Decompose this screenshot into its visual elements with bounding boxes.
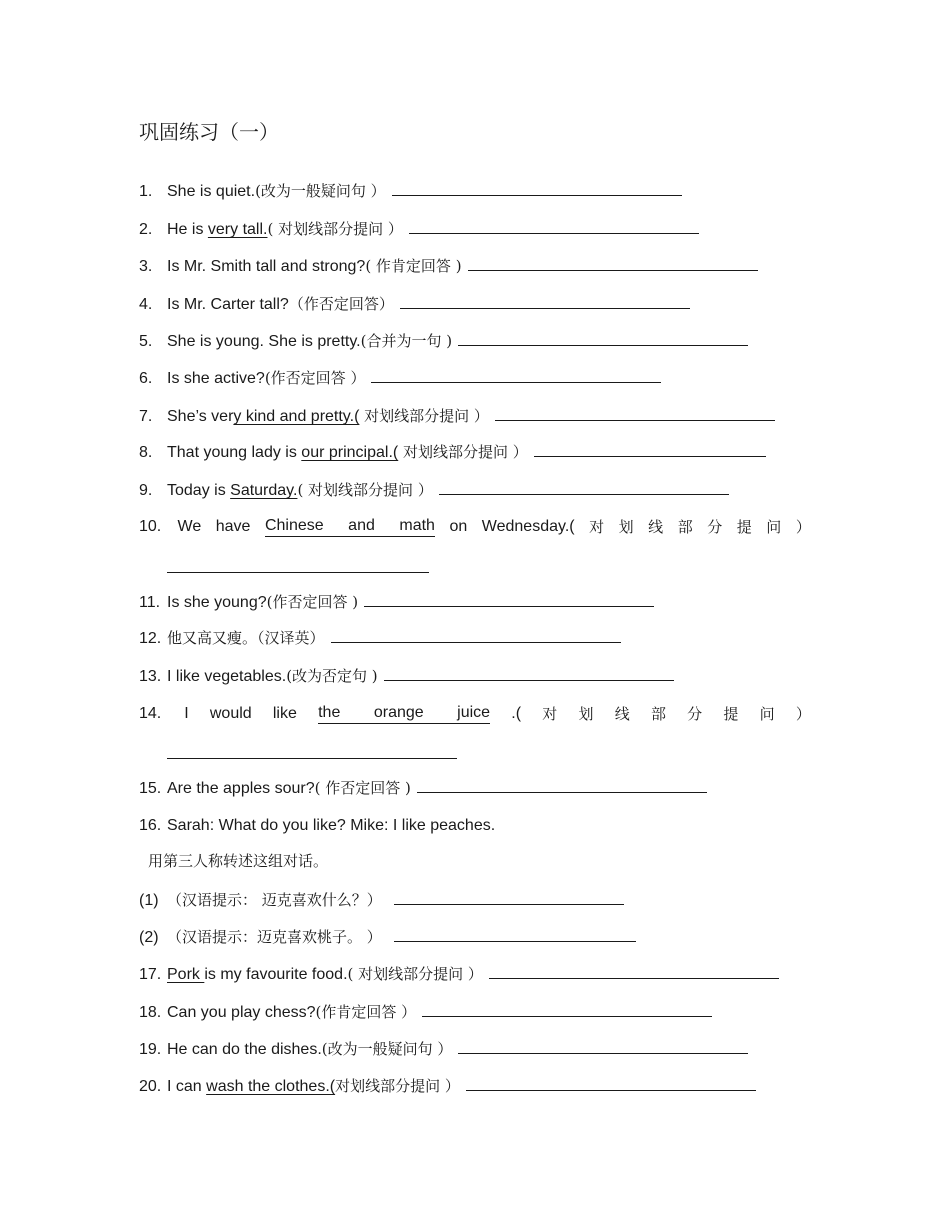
exercise-item — [139, 1076, 756, 1097]
exercise-item — [139, 704, 811, 724]
underlined-text: our principal.( — [301, 444, 399, 461]
item-instruction: ） — [795, 518, 811, 536]
item-text: She’s ver — [167, 408, 234, 425]
item-number: 20. — [139, 1078, 162, 1095]
exercise-item — [139, 517, 811, 537]
item-instruction: 对 — [589, 518, 605, 536]
item-instruction: 分 — [707, 518, 723, 536]
item-instruction: 划 — [578, 705, 594, 723]
exercise-item — [139, 368, 661, 389]
item-instruction: 线 — [648, 518, 664, 536]
exercise-item — [139, 331, 748, 352]
item-number: 8. — [139, 444, 153, 461]
item-instruction: 用第三人称转述这组对话。 — [148, 852, 329, 870]
underlined-text: wash the clothes.( — [206, 1078, 336, 1095]
item-number: 14. — [139, 705, 162, 722]
item-instruction: (改为否定句 ) — [286, 667, 378, 685]
item-instruction: 问 — [766, 518, 782, 536]
item-instruction: （汉语提示：迈克喜欢桃子。 ） — [167, 928, 382, 946]
item-text: Is she young? — [167, 594, 267, 611]
sub-question-label: (1) — [139, 892, 159, 909]
exercise-item — [139, 666, 674, 687]
item-text: .( — [511, 705, 522, 722]
item-number: 13. — [139, 668, 162, 685]
answer-blank[interactable] — [364, 592, 654, 607]
item-number: 12. — [139, 630, 162, 647]
answer-blank[interactable] — [468, 256, 758, 271]
answer-blank[interactable] — [466, 1076, 756, 1091]
underlined-text: y kind and pretty.( — [233, 408, 360, 425]
item-instruction: (改为一般疑问句 ） — [321, 1040, 453, 1058]
item-text: like — [272, 705, 297, 722]
item-instruction: (改为一般疑问句 ） — [255, 182, 386, 200]
answer-blank[interactable] — [422, 1002, 712, 1017]
item-number: 15. — [139, 780, 162, 797]
item-text: have — [215, 518, 251, 535]
answer-blank[interactable] — [458, 1039, 748, 1054]
item-text: Today is — [167, 482, 231, 499]
item-text: Are the apples sour? — [167, 780, 315, 797]
answer-blank[interactable] — [167, 558, 429, 573]
item-instruction: 对划线部分提问 ） — [359, 407, 489, 425]
answer-blank[interactable] — [331, 628, 621, 643]
item-text: He is — [167, 221, 208, 238]
underlined-text — [318, 704, 490, 724]
item-text: We — [177, 518, 202, 535]
item-instruction: (作否定回答 ） — [264, 369, 366, 387]
exercise-item — [139, 219, 699, 240]
exercise-item — [139, 181, 682, 202]
underlined-text: Pork — [167, 966, 205, 983]
item-text: She is quiet. — [167, 183, 256, 200]
item-text: Can you play chess? — [167, 1004, 316, 1021]
exercise-item — [139, 406, 775, 427]
item-instruction: ( 对划线部分提问 ） — [267, 220, 403, 238]
underlined-text — [265, 517, 435, 537]
item-instruction: (作否定回答 ) — [266, 593, 359, 611]
item-text: Is Mr. Smith tall and strong? — [167, 258, 366, 275]
sub-question-label: (2) — [139, 929, 159, 946]
answer-blank[interactable] — [371, 368, 661, 383]
item-instruction: 提 — [736, 518, 752, 536]
item-instruction: 对 — [542, 705, 558, 723]
answer-blank[interactable] — [417, 778, 707, 793]
answer-blank[interactable] — [495, 406, 775, 421]
answer-blank[interactable] — [394, 890, 624, 905]
item-number: 2. — [139, 221, 153, 238]
exercise-item — [139, 442, 766, 463]
exercise-item — [139, 816, 495, 836]
answer-blank[interactable] — [384, 666, 674, 681]
underlined-word: the — [318, 704, 341, 721]
underlined-text: very tall. — [207, 221, 268, 238]
item-text: That young lady is — [167, 444, 302, 461]
answer-blank[interactable] — [534, 442, 766, 457]
item-instruction: (作肯定回答 ） — [315, 1003, 417, 1021]
item-text: She is young. She is pretty. — [167, 333, 361, 350]
exercise-item — [139, 294, 690, 315]
answer-blank[interactable] — [489, 964, 779, 979]
answer-blank[interactable] — [458, 331, 748, 346]
item-instruction: （作否定回答） — [288, 295, 394, 313]
item-number: 9. — [139, 482, 153, 499]
exercise-item — [139, 1002, 712, 1023]
exercise-item — [139, 1039, 748, 1060]
item-number: 18. — [139, 1004, 162, 1021]
answer-blank[interactable] — [167, 744, 457, 759]
item-instruction: 他又高又瘦。（汉译英） — [167, 629, 325, 647]
item-number: 17. — [139, 966, 162, 983]
exercise-item — [139, 628, 621, 649]
item-text: I — [184, 705, 189, 722]
item-number: 11. — [139, 594, 161, 611]
item-instruction: 分 — [687, 705, 703, 723]
item-number: 4. — [139, 296, 153, 313]
item-text: Wednesday.( — [481, 518, 575, 535]
underlined-word: juice — [457, 704, 491, 721]
item-text: Is Mr. Carter tall? — [167, 296, 289, 313]
item-text: I can — [167, 1078, 207, 1095]
item-number: 3. — [139, 258, 153, 275]
underlined-word: Chinese — [264, 517, 324, 534]
page-title: 巩固练习（一） — [139, 120, 279, 144]
sub-question — [139, 927, 636, 948]
answer-blank[interactable] — [439, 480, 729, 495]
item-text: on — [449, 518, 468, 535]
underlined-text: Saturday. — [230, 482, 298, 499]
item-text: I like vegetables. — [167, 668, 287, 685]
underlined-word: orange — [373, 704, 424, 721]
item-text: He can do the dishes. — [167, 1041, 322, 1058]
exercise-item — [139, 964, 779, 985]
item-instruction: 对划线部分提问 ） — [398, 443, 528, 461]
item-instruction: ( 对划线部分提问 ） — [297, 481, 433, 499]
exercise-item — [139, 256, 758, 277]
item-number: 5. — [139, 333, 153, 350]
item-number: 19. — [139, 1041, 162, 1058]
item-instruction: 线 — [614, 705, 630, 723]
exercise-item — [139, 480, 729, 501]
item-number: 10. — [139, 518, 162, 535]
item-text: would — [209, 705, 252, 722]
item-instruction: ( 作肯定回答 ) — [365, 257, 462, 275]
item-instruction: （汉语提示： 迈克喜欢什么？） — [167, 891, 382, 909]
item-number: 1. — [139, 183, 153, 200]
item-instruction: ） — [795, 705, 811, 723]
item-instruction: 部 — [677, 518, 693, 536]
exercise-item — [139, 778, 707, 799]
underlined-word: and — [348, 517, 375, 534]
answer-blank[interactable] — [400, 294, 690, 309]
item-instruction: ( 对划线部分提问 ） — [347, 965, 483, 983]
item-number: 6. — [139, 370, 153, 387]
item-instruction: (合并为一句 ) — [360, 332, 453, 350]
answer-blank[interactable] — [392, 181, 682, 196]
item-instruction: ( 作否定回答 ) — [314, 779, 411, 797]
item-number: 16. — [139, 817, 162, 834]
sub-question — [139, 890, 624, 911]
item-instruction: 部 — [650, 705, 666, 723]
item-instruction: 问 — [759, 705, 775, 723]
item-text: Is she active? — [167, 370, 265, 387]
item-text: Sarah: What do you like? Mike: I like peaches. — [167, 817, 496, 834]
exercise-item — [139, 592, 654, 613]
item-instruction: 提 — [723, 705, 739, 723]
item-number: 7. — [139, 408, 153, 425]
item-instruction: 划 — [618, 518, 634, 536]
answer-blank[interactable] — [394, 927, 636, 942]
answer-blank[interactable] — [409, 219, 699, 234]
item-text: is my favourite food. — [204, 966, 348, 983]
underlined-word: math — [399, 517, 435, 534]
item-instruction: 对划线部分提问 ） — [335, 1077, 460, 1095]
